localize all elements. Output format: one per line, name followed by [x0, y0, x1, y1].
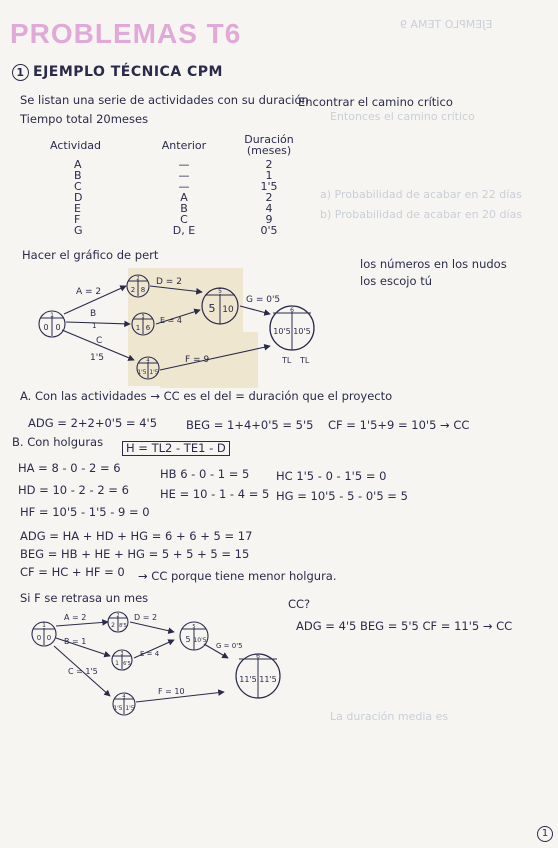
- pert-node: [132, 313, 154, 335]
- partC-question: Si F se retrasa un mes: [20, 591, 149, 605]
- holgura-hg: HG = 10'5 - 5 - 0'5 = 5: [276, 489, 408, 503]
- svg-text:1: 1: [135, 324, 141, 332]
- pert-node: [127, 275, 149, 297]
- table-cell: E: [74, 202, 81, 215]
- holgura-hc: HC 1'5 - 0 - 1'5 = 0: [276, 469, 387, 483]
- edge-label: F = 10: [158, 687, 185, 696]
- edge-label: D = 2: [134, 613, 158, 622]
- table-cell: —: [178, 169, 190, 182]
- svg-text:1: 1: [42, 622, 46, 629]
- table-cell: C: [180, 213, 188, 226]
- pert-node: [108, 612, 128, 632]
- edge-label: B: [90, 309, 97, 319]
- graph1-caption: Hacer el gráfico de pert: [22, 248, 159, 262]
- holgura-beg: BEG = HB + HE + HG = 5 + 5 + 5 = 15: [20, 547, 250, 561]
- svg-text:1: 1: [50, 312, 54, 319]
- holgura-he: HE = 10 - 1 - 4 = 5: [160, 487, 270, 501]
- tl-label: TL: [282, 356, 292, 365]
- svg-text:0: 0: [55, 323, 61, 332]
- edge-label: C = 1'5: [68, 667, 98, 676]
- svg-text:5: 5: [185, 635, 191, 644]
- holgura-hb: HB 6 - 0 - 1 = 5: [160, 467, 250, 481]
- svg-text:2: 2: [116, 613, 120, 619]
- graph1-note-1: los números en los nudos: [360, 257, 507, 271]
- svg-text:10'5: 10'5: [293, 327, 311, 336]
- svg-text:1'5: 1'5: [113, 705, 123, 712]
- tl-label: TL: [300, 356, 310, 365]
- edge-label: F = 9: [185, 355, 210, 365]
- holgura-adg: ADG = HA + HD + HG = 6 + 6 + 5 = 17: [20, 529, 253, 543]
- table-header: Duración (meses): [244, 133, 294, 157]
- pert-node: [137, 357, 159, 379]
- holgura-formula: H = TL2 - TE1 - D: [122, 441, 230, 456]
- pert-node: [113, 693, 135, 715]
- svg-text:8'5: 8'5: [119, 623, 127, 629]
- svg-text:0: 0: [46, 634, 52, 642]
- partA-beg: BEG = 1+4+0'5 = 5'5: [186, 418, 314, 432]
- svg-text:1'5: 1'5: [125, 705, 135, 712]
- holgura-cf-note: → CC porque tiene menor holgura.: [138, 569, 337, 583]
- svg-text:1'5: 1'5: [137, 369, 147, 376]
- svg-text:0: 0: [43, 323, 49, 332]
- svg-text:5: 5: [192, 624, 196, 630]
- table-cell: D: [74, 191, 83, 204]
- svg-text:8: 8: [140, 286, 146, 294]
- svg-text:3: 3: [120, 651, 124, 657]
- table-cell: 1'5: [260, 180, 278, 193]
- pert-node: [270, 306, 314, 350]
- pert-node: [236, 653, 280, 698]
- pert-node: [112, 650, 132, 670]
- partC-result: ADG = 4'5 BEG = 5'5 CF = 11'5 → CC: [296, 619, 513, 633]
- svg-text:10'5: 10'5: [273, 327, 291, 336]
- table-cell: 9: [265, 213, 273, 226]
- svg-text:5: 5: [208, 302, 216, 315]
- svg-text:2: 2: [136, 276, 140, 282]
- table-cell: 2: [265, 158, 273, 171]
- page-number: 1: [537, 826, 553, 842]
- svg-text:6: 6: [290, 307, 294, 314]
- holgura-ha: HA = 8 - 0 - 2 = 6: [18, 461, 121, 475]
- bleed-through-text: b) Probabilidad de acabar en 20 días: [320, 208, 523, 221]
- edge-label: A = 2: [64, 613, 87, 622]
- activity-table: [50, 134, 314, 236]
- svg-text:4: 4: [122, 694, 126, 700]
- table-cell: —: [178, 180, 190, 193]
- svg-text:10: 10: [222, 305, 234, 315]
- holgura-cf: CF = HC + HF = 0: [20, 565, 125, 579]
- table-cell: 1: [265, 169, 273, 182]
- svg-text:6: 6: [145, 324, 151, 332]
- svg-text:3: 3: [141, 314, 145, 320]
- edge-label: C: [96, 336, 103, 346]
- table-cell: 0'5: [260, 224, 278, 237]
- svg-text:11'5: 11'5: [239, 675, 257, 684]
- table-cell: A: [180, 191, 188, 204]
- bleed-through-text: a) Probabilidad de acabar en 22 días: [320, 188, 522, 201]
- edge-label: E = 4: [140, 650, 160, 658]
- pert-node: [202, 288, 238, 324]
- graph1-note-2: los escojo tú: [360, 274, 432, 288]
- svg-text:2: 2: [130, 286, 136, 294]
- svg-text:2: 2: [111, 622, 115, 629]
- table-header: Anterior: [161, 138, 207, 152]
- edge-label: 1: [92, 322, 97, 330]
- svg-text:6'5: 6'5: [123, 661, 131, 667]
- partA-cf: CF = 1'5+9 = 10'5 → CC: [328, 418, 470, 432]
- svg-text:5: 5: [218, 288, 222, 295]
- page-title: PROBLEMAS T6: [10, 18, 242, 49]
- table-cell: G: [74, 224, 83, 237]
- pert-node: [39, 311, 65, 337]
- table-header: Actividad: [50, 138, 102, 152]
- section-number: 1: [12, 64, 29, 81]
- partA-adg: ADG = 2+2+0'5 = 4'5: [28, 416, 158, 430]
- svg-text:11'5: 11'5: [259, 675, 277, 684]
- holgura-hf: HF = 10'5 - 1'5 - 9 = 0: [20, 505, 150, 519]
- pert-node: [32, 622, 56, 646]
- edge-label: 1'5: [90, 353, 104, 363]
- table-cell: C: [74, 180, 82, 193]
- svg-text:10'5: 10'5: [193, 637, 207, 644]
- bleed-through-text: EJEMPLO TEMA 9: [400, 18, 493, 31]
- section-heading-text: EJEMPLO TÉCNICA CPM: [33, 64, 223, 80]
- svg-text:1: 1: [115, 660, 119, 667]
- pert-node: [180, 622, 208, 650]
- holgura-hd: HD = 10 - 2 - 2 = 6: [18, 483, 129, 497]
- section-heading: [12, 64, 223, 81]
- table-cell: B: [180, 202, 188, 215]
- table-cell: D, E: [172, 224, 196, 237]
- edge-label: A = 2: [76, 287, 102, 297]
- partB-label: B. Con holguras: [12, 435, 104, 449]
- bleed-through-text: Entonces el camino crítico: [330, 110, 475, 123]
- svg-text:1'5: 1'5: [149, 369, 159, 376]
- table-cell: 2: [265, 191, 273, 204]
- svg-text:4: 4: [146, 358, 150, 364]
- intro-line-2: Tiempo total 20meses: [20, 112, 149, 126]
- edge-label: E = 4: [160, 316, 182, 325]
- table-cell: 4: [265, 202, 273, 215]
- edge-label: G = 0'5: [216, 642, 243, 650]
- table-row: [50, 225, 314, 236]
- intro-line-1b: Encontrar el camino crítico: [298, 95, 453, 109]
- partC-cc: CC?: [288, 597, 311, 611]
- edge-label: D = 2: [156, 277, 182, 287]
- svg-text:0: 0: [36, 634, 42, 642]
- bleed-through-text: La duración media es: [330, 710, 449, 723]
- table-cell: —: [178, 158, 190, 171]
- edge-label: G = 0'5: [246, 295, 281, 305]
- svg-text:6: 6: [256, 653, 260, 660]
- table-cell: B: [74, 169, 82, 182]
- table-header-row: [50, 134, 314, 159]
- pert-graph-2: [28, 608, 308, 728]
- partA-line: A. Con las actividades → CC es el del = duración que el proyecto: [20, 389, 393, 403]
- edge-label: B = 1: [64, 637, 87, 646]
- table-cell: A: [74, 158, 82, 171]
- table-cell: F: [74, 213, 81, 226]
- pert-graph-1: [30, 262, 360, 392]
- intro-line-1: Se listan una serie de actividades con su duración: [20, 93, 309, 107]
